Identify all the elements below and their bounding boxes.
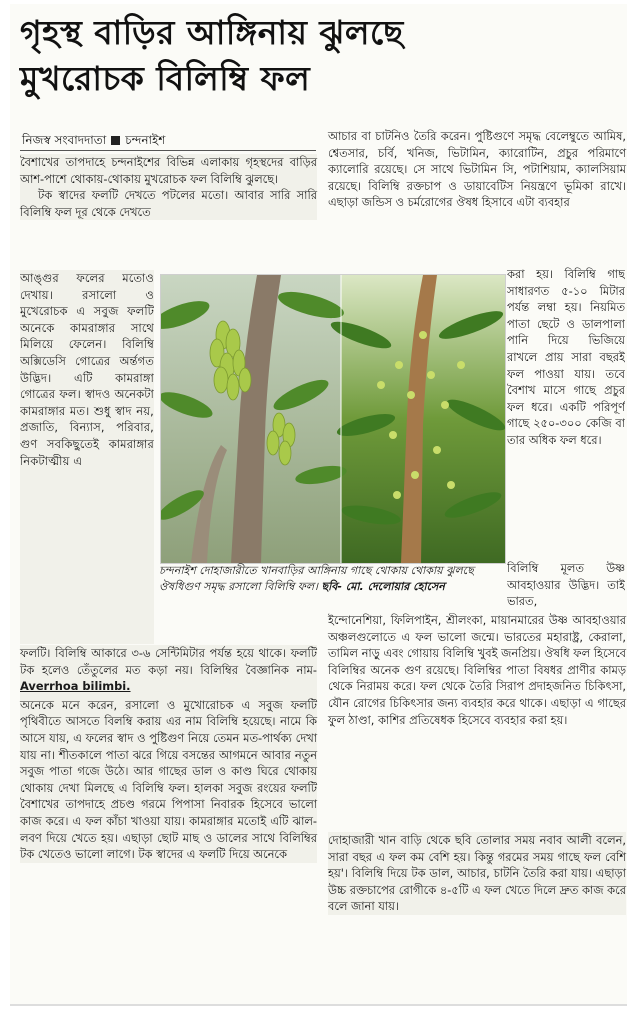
paragraph-quote: দোহাজারী খান বাড়ি থেকে ছবি তোলার সময় নবাব আলী বলেন, সারা বছর এ ফল কম বেশি হয়। কিন্তু গরমের সময় গাছে ফল বেশি হয়'। বিলিম্বি দিয়ে টক ডাল, আচার, চাটনি তৈরি করা যায়। এছাড়া উচ্চ রক্তচাপের রোগীকে ৪-৫টি এ ফল খেতে দিলে দ্রুত কাজ করে বলে জানা যায়। bbox=[328, 833, 626, 914]
bilimbi-photo bbox=[160, 274, 506, 564]
photo-credit: ছবি- মো. দেলোয়ার হোসেন bbox=[321, 580, 445, 593]
right-wrap-text bbox=[507, 266, 625, 558]
paragraph-regions: ইন্দোনেশিয়া, ফিলিপাইন, শ্রীলংকা, মায়ানমারের উষ্ণ আবহাওয়ার অঞ্চলগুলোতে এ ফল ভালো জন্মে। ভারতের মহারাষ্ট্র, কেরালা, তামিল নাড়ু এবং গোয়ায় বিলিম্বি খুবই জনপ্রিয়। ঔষধি ফল হিসেবে বিলিম্বির অনেক গুণ রয়েছে। বিলিম্বির পাতা বিষধর প্রাণীর কামড় থেকে নিরাময় করে। ফল থেকে তৈরি সিরাপ প্রদাহজনিত চিকিৎসা, যৌন রোগের চিকিৎসার জন্য ব্যবহার করে থাকে। এছাড়া এ গাছের ফুল ঠাণ্ডা, কাশির প্রতিষেধক হিসেবে ব্যবহার করা হয়। bbox=[328, 613, 626, 727]
headline bbox=[20, 10, 620, 102]
paragraph-shape: টক স্বাদের ফলটি দেখতে পটলের মতো। আবার সারি সারি বিলিম্বি ফল দূর থেকে দেখতে bbox=[20, 188, 317, 219]
right-wrap-text-2 bbox=[507, 560, 625, 612]
intro-paragraph: বৈশাখের তাপদাহে চন্দনাইশের বিভিন্ন এলাকায় গৃহস্থদের বাড়ির আশ-পাশে থোকায়-থোকায় মুখরোচক ফল বিলিম্বি ঝুলছে। bbox=[20, 155, 317, 186]
paragraph-climate: বিলিম্বি মূলত উষ্ণ আবহাওয়ার উদ্ভিদ। তাই ভারত, bbox=[507, 561, 625, 609]
bilimbi-tree-image bbox=[161, 275, 505, 563]
right-top bbox=[328, 128, 626, 211]
byline-rule bbox=[20, 150, 316, 151]
left-wrap-text bbox=[20, 270, 154, 644]
scientific-name: Averrhoa bilimbi. bbox=[20, 679, 131, 694]
right-lower bbox=[328, 612, 626, 728]
newspaper-clipping bbox=[10, 4, 627, 1006]
paragraph-tree: করা হয়। বিলিম্বি গাছ সাধারণত ৫-১০ মিটার পর্যন্ত লম্বা হয়। নিয়মিত পাতা ছেটে ও ডালপালা পানি দিয়ে ভিজিয়ে রাখলে প্রায় সারা বছরই ফল পাওয়া যায়। তবে বৈশাখ মাসে গাছে প্রচুর ফল ধরে। একটি পরিপূর্ণ গাছে ২৫০-৩০০ কেজি বা তার অধিক ফল ধরে। bbox=[507, 267, 625, 447]
square-bullet-icon bbox=[111, 136, 120, 145]
paragraph-name-origin: অনেকে মনে করেন, রসালো ও মুখোরোচক এ সবুজ ফলটি পৃথিবীতে আসতে বিলম্বি করায় এর নাম বিলিম্বি হয়েছে। নামে কি আসে যায়, এ ফলের স্বাদ ও পুষ্টিগুণ নিয়ে তেমন মত-পার্থক্য দেখা যায় না। শীতকালে পাতা ঝরে গিয়ে বসন্তের আগমনে আবার নতুন সবুজ পাতা গজে উঠে। আর গাছের ডাল ও কাণ্ড ঘিরে থোকায় থোকায় দেখা মিলছে এ বিলিম্বি ফল। হালকা সবুজ রংয়ের ফলটি বৈশাখের তাপদাহে প্রচণ্ড গরমে পিপাসা নিবারক হিসেবে ভালো কাজ করে। এ ফল কাঁচা খাওয়া যায়। কামরাঙ্গার মতোই এটি ঝাল-লবণ দিয়ে খেতে হয়। এছাড়া ছোট মাছ ও ডালের সাথে বিলিম্বির টক খেতেও ভালো লাগে। টক স্বাদের এ ফলটি দিয়ে অনেকে bbox=[20, 697, 317, 862]
paragraph-nutrition: আচার বা চাটনিও তৈরি করেন। পুষ্টিগুণে সমৃদ্ধ বেলেম্বুতে আমিষ, শ্বেতসার, চর্বি, খনিজ, ভিটামিন, ক্যারোটিন, প্রচুর পরিমাণে ক্যালোরি রয়েছে। সে সাথে ভিটামিন সি, পটাশিয়াম, ক্যালসিয়াম রয়েছে। বিলিম্বি রক্তচাপ ও ডায়াবেটিস নিয়ন্ত্রণে ভূমিকা রাখে। এছাড়া জন্ডিস ও চর্মরোগের ঔষধ হিসাবে এটা ব্যবহার bbox=[328, 129, 626, 210]
left-lower bbox=[20, 645, 317, 863]
paragraph-relation: আঙ্গুর ফলের মতোও দেখায়। রসালো ও মুখেরোচক এ সবুজ ফলটি অনেকে কামরাঙ্গার সাথে মিলিয়ে ফেলেন। বিলিম্বি অক্সিডেসি গোত্রের অর্ন্তগত উদ্ভিদ। এটি কামরাঙ্গা গোত্রের ফল। স্বাদও অনেকটা কামরাঙ্গার মত। শুধু স্বাদ নয়, প্রজাতি, বিন্যাস, পরিবার, গুণ সবকিছুতেই কামরাঙ্গার নিকটাত্মীয় এ bbox=[20, 271, 154, 468]
reporter: নিজস্ব সংবাদদাতা bbox=[22, 133, 107, 147]
headline-line1: গৃহস্থ বাড়ির আঙ্গিনায় ঝুলছে bbox=[20, 13, 404, 52]
headline-line2: মুখরোচক বিলিম্বি ফল bbox=[20, 59, 311, 98]
photo-caption bbox=[159, 563, 505, 595]
caption-text: চন্দনাইশ দোহাজারীতে খানবাড়ির আঙ্গিনায় গাছে থোকায় থোকায় ঝুলছে ঔষধিগুণ সমৃদ্ধ রসালো বিলিম্বি ফল। bbox=[159, 564, 474, 593]
paragraph-size: ফলটি। বিলিম্বি আকারে ৩-৬ সেন্টিমিটার পর্যন্ত হয়ে থাকে। ফলটি টক হলেও তেঁতুলের মত কড়া নয়। বিলিম্বির বৈজ্ঞানিক নাম-Averrhoa bilimbi. bbox=[20, 646, 317, 694]
left-intro bbox=[20, 154, 317, 220]
right-bottom bbox=[328, 832, 626, 915]
byline bbox=[22, 132, 165, 152]
dateline: চন্দনাইশ bbox=[125, 133, 166, 147]
